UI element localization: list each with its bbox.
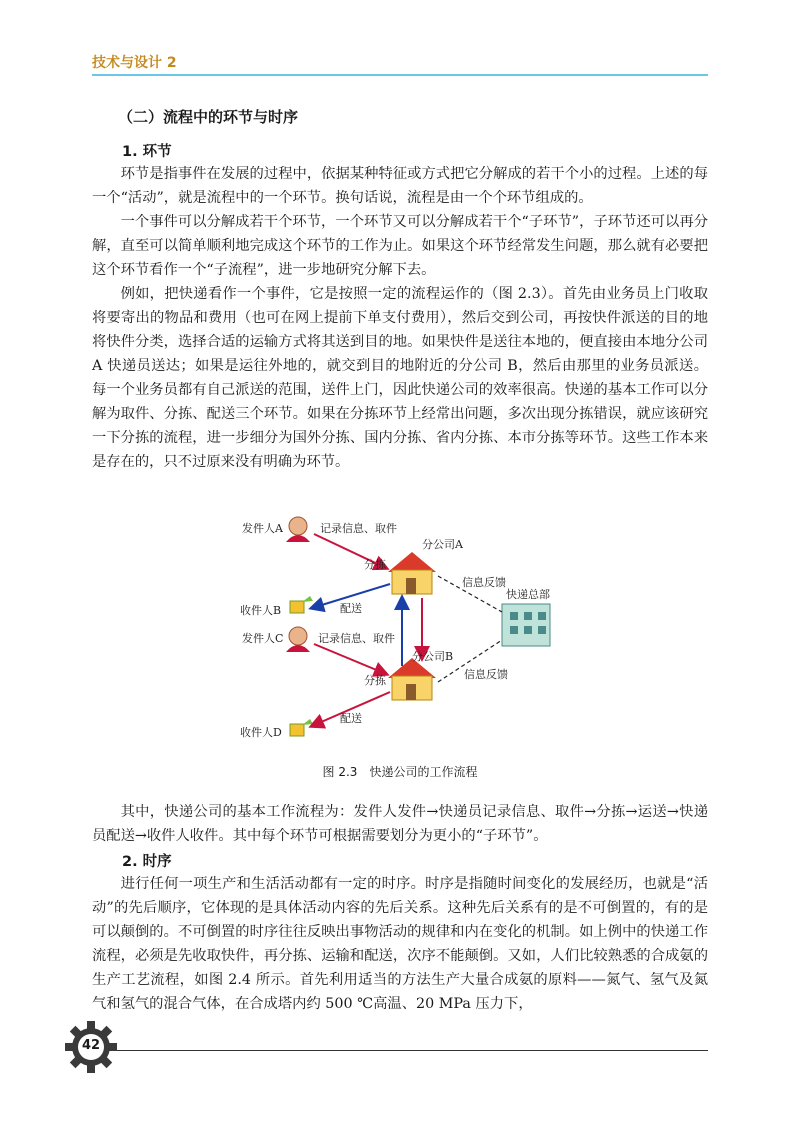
paragraph-express-example: 例如，把快递看作一个事件，它是按照一定的流程运作的（图 2.3）。首先由业务员上门收取将要寄出的物品和费用（也可在网上提前下单支付费用），然后交到公司，再按快件派送的目的地将快件分类，选择合适的运输方式将其送到目的地。如果快件是送往本地的，便直接由本地分公司 A 快递员送达；如果是运往外地的，就交到目的地附近的分公司 B，然后由那里的业务员派送。每一个业务员都有自己派送的范围，送件上门，因此快递公司的效率很高。快递的基本工作可以分解为取件、分拣、配送三个环节。如果在分拣环节上经常出问题，多次出现分拣错误，就应该研究一下分拣的流程，进一步细分为国外分拣、国内分拣、省内分拣、本市分拣等环节。这些工作本来是存在的，只不过原来没有明确为环节。 xyxy=(92,286,708,470)
label-sort-a: 分拣 xyxy=(364,558,386,571)
branch-b-house-icon xyxy=(388,658,436,700)
label-hq: 快递总部 xyxy=(506,588,550,601)
subsection-heading-sequence: 2. 时序 xyxy=(122,854,172,870)
figure-caption: 图 2.3 快递公司的工作流程 xyxy=(322,765,478,779)
receiver-b-package-icon xyxy=(290,596,313,613)
label-record-a: 记录信息、取件 xyxy=(320,522,397,535)
paragraph-link-definition: 环节是指事件在发展的过程中，依据某种特征或方式把它分解成的若干个小的过程。上述的每一个“活动”，就是流程中的一个环节。换句话说，流程是由一个个环节组成的。 xyxy=(92,166,708,206)
running-header-title: 技术与设计 2 xyxy=(92,55,177,71)
hq-building-icon xyxy=(502,604,550,646)
paragraph-sub-links: 一个事件可以分解成若干个环节，一个环节又可以分解成若干个“子环节”，子环节还可以再分解，直至可以简单顺利地完成这个环节的工作为止。如果这个环节经常发生问题，那么就有必要把这个环节看作一个“子流程”，进一步地研究分解下去。 xyxy=(92,214,708,278)
sender-a-person-icon xyxy=(286,517,310,542)
page-number: 42 xyxy=(81,1038,101,1053)
express-flow-diagram xyxy=(240,506,570,746)
footer-rule xyxy=(100,1050,708,1051)
label-record-c: 记录信息、取件 xyxy=(318,632,395,645)
label-sender-a: 发件人A xyxy=(242,522,283,535)
label-receiver-d: 收件人D xyxy=(240,726,282,739)
section-heading: （二）流程中的环节与时序 xyxy=(118,108,299,126)
label-sort-b: 分拣 xyxy=(364,674,386,687)
sender-c-person-icon xyxy=(286,627,310,652)
label-deliver-b: 配送 xyxy=(340,712,362,725)
paragraph-basic-flow: 其中，快递公司的基本工作流程为：发件人发件→快递员记录信息、取件→分拣→运送→快递员配送→收件人收件。其中每个环节可根据需要划分为更小的“子环节”。 xyxy=(92,804,708,844)
label-branch-b: 分公司B xyxy=(412,650,454,663)
header-rule xyxy=(92,74,708,76)
label-sender-c: 发件人C xyxy=(242,632,284,645)
label-feedback-b: 信息反馈 xyxy=(464,668,508,681)
label-feedback-a: 信息反馈 xyxy=(462,576,506,589)
label-deliver-a: 配送 xyxy=(340,602,362,615)
subsection-heading-links: 1. 环节 xyxy=(122,144,172,160)
arrow-pickup-c xyxy=(314,644,386,674)
label-receiver-b: 收件人B xyxy=(240,604,282,617)
branch-a-house-icon xyxy=(388,552,436,594)
paragraph-sequence: 进行任何一项生产和生活活动都有一定的时序。时序是指随时间变化的发展经历，也就是“活动”的先后顺序，它体现的是具体活动内容的先后关系。这种先后关系有的是不可倒置的，有的是可以颠倒的。不可倒置的时序往往反映出事物活动的规律和内在变化的机制。如上例中的快递工作流程，必须是先收取快件，再分拣、运输和配送，次序不能颠倒。又如，人们比较熟悉的合成氨的生产工艺流程，如图 2.4 所示。首先利用适当的方法生产大量合成氨的原料——氮气、氢气及氮气和氢气的混合气体，在合成塔内约 500 ℃高温、20 MPa 压力下， xyxy=(92,876,708,1012)
receiver-d-package-icon xyxy=(290,719,313,736)
label-branch-a: 分公司A xyxy=(422,538,463,551)
flow-diagram-svg xyxy=(240,506,570,746)
